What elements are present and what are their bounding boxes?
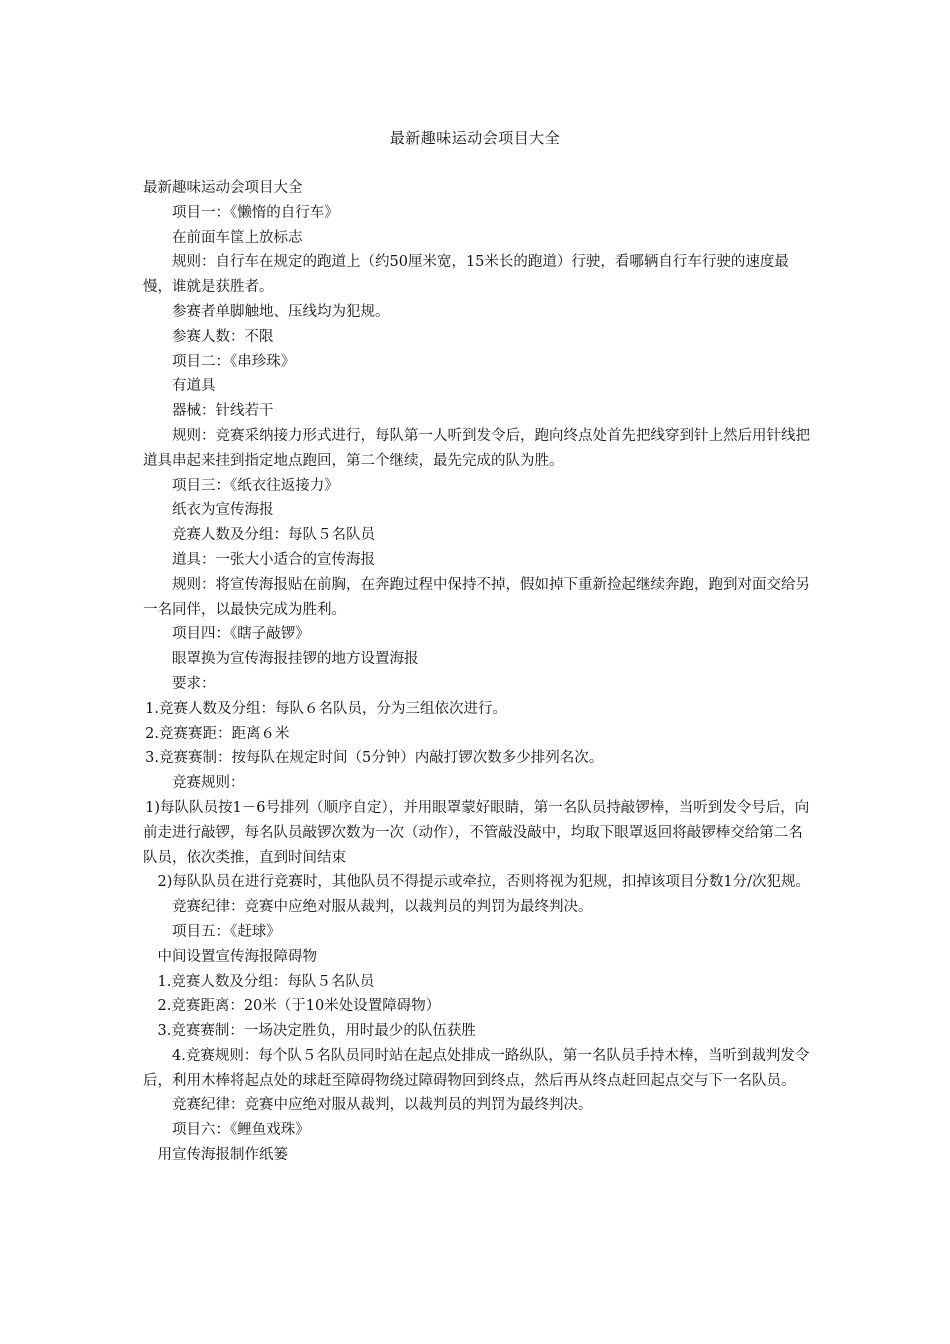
paragraph: 眼罩换为宣传海报挂锣的地方设置海报 <box>172 651 419 668</box>
paragraph: 竞赛规则： <box>172 775 245 792</box>
paragraph: 规则：竞赛采纳接力形式进行，每队第一人听到发令后，跑向终点处首先把线穿到针上然后用针线把道具串起来挂到指定地点跑回，第二个继续，最先完成的队为胜。 <box>143 427 810 469</box>
paragraph: 项目一：《懒惰的自行车》 <box>172 204 339 221</box>
paragraph: 规则：将宣传海报贴在前胸，在奔跑过程中保持不掉，假如掉下重新捡起继续奔跑，跑到对面交给另一名同伴，以最快完成为胜利。 <box>143 576 810 618</box>
paragraph: 2)每队队员在进行竞赛时，其他队员不得提示或牵拉，否则将视为犯规，扣掉该项目分数1分/次犯规。 <box>157 874 810 891</box>
paragraph: 竞赛人数及分组：每队５名队员 <box>172 527 375 544</box>
paragraph: 项目六：《鲤鱼戏珠》 <box>172 1122 310 1139</box>
paragraph: 最新趣味运动会项目大全 <box>143 180 303 196</box>
paragraph: 1)每队队员按1－6号排列（顺序自定），并用眼罩蒙好眼睛，第一名队员持敲锣棒，当听到发令号后，向前走进行敲锣，每名队员敲锣次数为一次（动作），不管敲没敲中，均取下眼罩返回将敲锣棒交给第二名队员，依次类推，直到时间结束 <box>143 799 810 866</box>
paragraph: 竞赛纪律：竞赛中应绝对服从裁判，以裁判员的判罚为最终判决。 <box>172 899 593 916</box>
paragraph: 项目二：《串珍珠》 <box>172 353 296 370</box>
paragraph: 竞赛纪律：竞赛中应绝对服从裁判，以裁判员的判罚为最终判决。 <box>172 1097 593 1114</box>
paragraph: 2.竞赛距离：20米（于10米处设置障碍物） <box>157 998 441 1015</box>
paragraph: 道具：一张大小适合的宣传海报 <box>172 551 375 568</box>
paragraph: 器械：针线若干 <box>172 403 274 420</box>
paragraph: 规则：自行车在规定的跑道上（约50厘米宽，15米长的跑道）行驶，看哪辆自行车行驶的速度最慢，谁就是获胜者。 <box>143 254 789 296</box>
document-body <box>143 176 811 1168</box>
paragraph: 项目五：《赶球》 <box>172 923 281 940</box>
paragraph: 有道具 <box>172 378 216 395</box>
paragraph: 在前面车筐上放标志 <box>172 229 303 246</box>
paragraph: 3.竞赛赛制：一场决定胜负，用时最少的队伍获胜 <box>157 1023 476 1040</box>
paragraph: 3.竞赛赛制：按每队在规定时间（5分钟）内敲打锣次数多少排列名次。 <box>145 750 604 767</box>
paragraph: 中间设置宣传海报障碍物 <box>157 948 317 965</box>
paragraph: 项目四：《瞎子敲锣》 <box>172 626 310 643</box>
paragraph: 1.竞赛人数及分组：每队５名队员 <box>157 973 375 990</box>
paragraph: 4.竞赛规则：每个队５名队员同时站在起点处排成一路纵队，第一名队员手持木棒，当听到裁判发令后，利用木棒将起点处的球赶至障碍物绕过障碍物回到终点，然后再从终点赶回起点交与下一名队员。 <box>143 1047 810 1089</box>
paragraph: 用宣传海报制作纸篓 <box>157 1147 288 1164</box>
paragraph: 1.竞赛人数及分组：每队６名队员，分为三组依次进行。 <box>145 700 508 717</box>
paragraph: 参赛人数：不限 <box>172 328 274 345</box>
paragraph: 项目三：《纸衣往返接力》 <box>172 477 339 494</box>
paragraph: 参赛者单脚触地、压线均为犯规。 <box>172 303 390 320</box>
paragraph: 要求： <box>172 675 216 692</box>
paragraph: 纸衣为宣传海报 <box>172 502 274 519</box>
paragraph: 2.竞赛赛距：距离６米 <box>145 725 290 742</box>
document-title: 最新趣味运动会项目大全 <box>389 129 561 147</box>
